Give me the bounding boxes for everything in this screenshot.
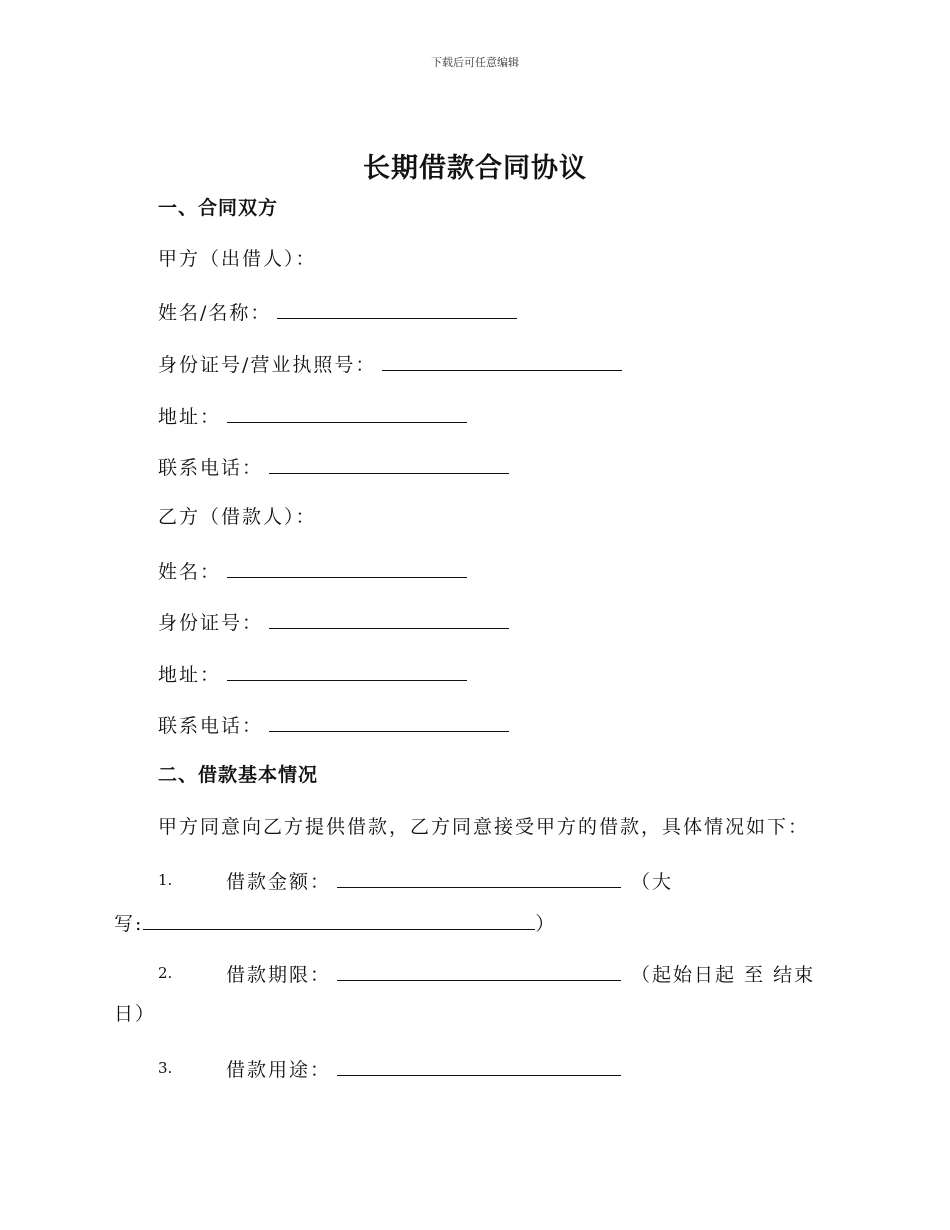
party-a-address-label: 地址： (158, 406, 222, 428)
item-1-continuation (114, 909, 556, 936)
party-a-name-label: 姓名/名称： (158, 302, 272, 324)
party-b-phone-row (158, 711, 509, 738)
document-title: 长期借款合同协议 (363, 153, 587, 184)
item-2-row (226, 960, 815, 987)
item-2-continuation: 日） (114, 1003, 157, 1025)
party-b-name-label: 姓名： (158, 561, 222, 583)
party-a-phone-label: 联系电话： (158, 457, 264, 479)
item-1-number: 1. (158, 871, 173, 889)
item-2-suffix: （起始日起 至 结束 (631, 964, 816, 986)
item-3-label: 借款用途： (226, 1059, 332, 1081)
loan-amount-blank[interactable] (337, 867, 621, 888)
item-1-suffix: （大 (631, 871, 674, 893)
party-a-id-label: 身份证号/营业执照号： (158, 354, 377, 376)
loan-purpose-blank[interactable] (337, 1055, 621, 1076)
party-b-name-blank[interactable] (227, 557, 467, 578)
party-b-id-label: 身份证号： (158, 612, 264, 634)
party-a-name-blank[interactable] (277, 298, 517, 319)
item-2-number: 2. (158, 964, 173, 982)
item-1-row (226, 867, 673, 894)
party-b-phone-label: 联系电话： (158, 715, 264, 737)
party-a-phone-blank[interactable] (269, 453, 509, 474)
item-1-label: 借款金额： (226, 871, 332, 893)
party-a-id-blank[interactable] (382, 350, 622, 371)
item-3-row (226, 1055, 621, 1082)
section-1-heading: 一、合同双方 (158, 197, 279, 219)
item-2-label: 借款期限： (226, 964, 332, 986)
party-b-label: 乙方（借款人）： (158, 506, 317, 528)
header-note: 下载后可任意编辑 (431, 56, 519, 69)
party-b-address-row (158, 660, 467, 687)
item-1-continuation-prefix: 写: (114, 913, 144, 935)
section-2-intro: 甲方同意向乙方提供借款，乙方同意接受甲方的借款，具体情况如下： (158, 816, 810, 838)
party-a-address-blank[interactable] (227, 402, 467, 423)
party-b-phone-blank[interactable] (269, 711, 509, 732)
party-a-address-row (158, 402, 467, 429)
party-a-id-row (158, 350, 622, 377)
party-b-name-row (158, 557, 467, 584)
party-b-id-blank[interactable] (269, 608, 509, 629)
party-a-phone-row (158, 453, 509, 480)
party-a-name-row (158, 298, 517, 325)
party-b-id-row (158, 608, 509, 635)
section-2-heading: 二、借款基本情况 (158, 764, 319, 786)
item-3-number: 3. (158, 1059, 173, 1077)
party-b-address-blank[interactable] (227, 660, 467, 681)
party-a-label: 甲方（出借人）： (158, 248, 317, 270)
party-b-address-label: 地址： (158, 664, 222, 686)
item-1-continuation-suffix: ） (535, 913, 557, 935)
loan-term-blank[interactable] (337, 960, 621, 981)
loan-amount-capital-blank[interactable] (143, 909, 535, 930)
